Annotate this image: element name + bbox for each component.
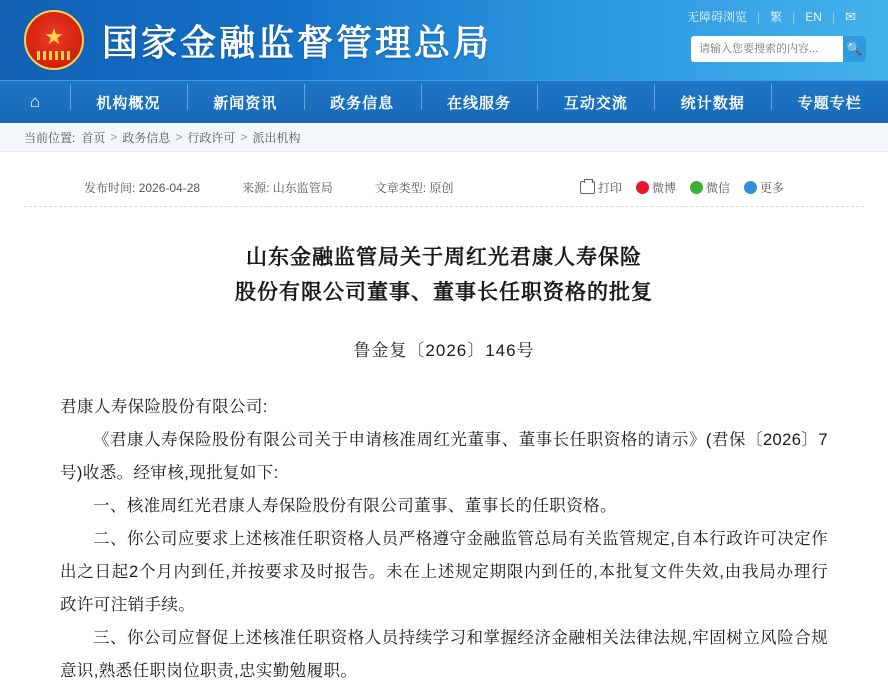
article-meta-bar — [24, 168, 864, 207]
nav-home-icon[interactable]: ⌂ — [29, 92, 41, 111]
nav-item-statistics[interactable]: 统计数据 — [654, 92, 771, 113]
breadcrumb-item-administrative-license[interactable]: 行政许可 — [187, 130, 236, 145]
source — [242, 179, 333, 196]
weibo-label: 微博 — [651, 180, 676, 195]
print-label: 打印 — [597, 180, 622, 195]
nav-item-institution[interactable]: 机构概况 — [70, 92, 187, 113]
divider: | — [792, 9, 796, 24]
breadcrumb-arrow: > — [240, 130, 248, 144]
paragraph-item-1: 一、核准周红光君康人寿保险股份有限公司董事、董事长的任职资格。 — [93, 497, 617, 516]
emblem-star: ★ — [44, 23, 64, 49]
paragraph-item-2: 二、你公司应要求上述核准任职资格人员严格遵守金融监管总局有关监管规定,自本行政许可决定作出之日起2个月内到任,并按要求及时报告。未在上述规定期限内到任的,本批复文件失效,由我局办理行政许可注销手续。 — [60, 530, 828, 615]
page-title-line-2: 股份有限公司董事、董事长任职资格的批复 — [235, 280, 653, 304]
breadcrumb-arrow: > — [110, 130, 118, 144]
nav-item-special-topics[interactable]: 专题专栏 — [771, 92, 888, 113]
emblem-bars — [37, 51, 71, 60]
top-links — [677, 8, 866, 25]
site-title: 国家金融监督管理总局 — [102, 21, 493, 63]
source-value: 山东监管局 — [272, 180, 333, 195]
weibo-icon — [636, 181, 649, 194]
nav-item-interaction[interactable]: 互动交流 — [537, 92, 654, 113]
nav-item-news[interactable]: 新闻资讯 — [187, 92, 304, 113]
paragraph-item-3: 三、你公司应督促上述核准任职资格人员持续学习和掌握经济金融相关法律法规,牢固树立风险合规意识,熟悉任职岗位职责,忠实勤勉履职。 — [60, 629, 828, 681]
main-nav — [0, 80, 888, 123]
divider: | — [831, 9, 836, 24]
site-header — [0, 0, 888, 80]
document-number: 鲁金复〔2026〕146号 — [353, 341, 535, 361]
breadcrumb-label: 当前位置: — [24, 130, 76, 145]
share-bar — [566, 179, 784, 196]
nav-item-online-service[interactable]: 在线服务 — [421, 92, 538, 113]
breadcrumb-item-local-office[interactable]: 派出机构 — [252, 130, 301, 145]
weibo-share-button[interactable] — [636, 179, 676, 196]
article-body — [24, 391, 864, 688]
mail-icon[interactable]: ✉ — [845, 8, 856, 24]
search-box[interactable] — [691, 36, 866, 62]
paragraph-request: 《君康人寿保险股份有限公司关于申请核准周红光董事、董事长任职资格的请示》(君保〔2026〕7号)收悉。经审核,现批复如下: — [60, 431, 828, 483]
page-title-line-1: 山东金融监管局关于周红光君康人寿保险 — [246, 246, 642, 269]
english-link[interactable]: EN — [805, 9, 822, 24]
article-type-label: 文章类型: — [374, 180, 427, 195]
wechat-icon — [690, 181, 703, 194]
more-label: 更多 — [759, 180, 784, 195]
print-button[interactable] — [580, 179, 622, 196]
breadcrumb-item-home[interactable]: 首页 — [81, 130, 106, 145]
national-emblem-icon — [24, 10, 84, 70]
breadcrumb — [0, 123, 888, 152]
traditional-chinese-link[interactable]: 繁 — [770, 10, 783, 24]
article-type-value: 原创 — [429, 180, 454, 195]
search-icon[interactable]: 🔍 — [843, 36, 866, 62]
more-icon — [744, 181, 757, 194]
wechat-label: 微信 — [705, 180, 730, 195]
breadcrumb-arrow: > — [175, 130, 183, 144]
source-label: 来源: — [242, 180, 270, 195]
publish-time-value: 2026-04-28 — [138, 180, 201, 195]
publish-time — [84, 179, 200, 196]
article-type — [375, 179, 454, 196]
wechat-share-button[interactable] — [690, 179, 730, 196]
search-input[interactable] — [691, 36, 843, 62]
article-container — [0, 168, 888, 688]
printer-icon — [580, 181, 595, 194]
divider: | — [757, 9, 761, 24]
accessibility-link[interactable]: 无障碍浏览 — [687, 10, 748, 24]
breadcrumb-item-government-info[interactable]: 政务信息 — [122, 130, 171, 145]
nav-item-government-info[interactable]: 政务信息 — [304, 92, 421, 113]
publish-time-label: 发布时间: — [84, 180, 136, 195]
more-share-button[interactable] — [744, 179, 784, 196]
paragraph-addressee: 君康人寿保险股份有限公司: — [60, 398, 268, 417]
page-title — [24, 241, 864, 310]
